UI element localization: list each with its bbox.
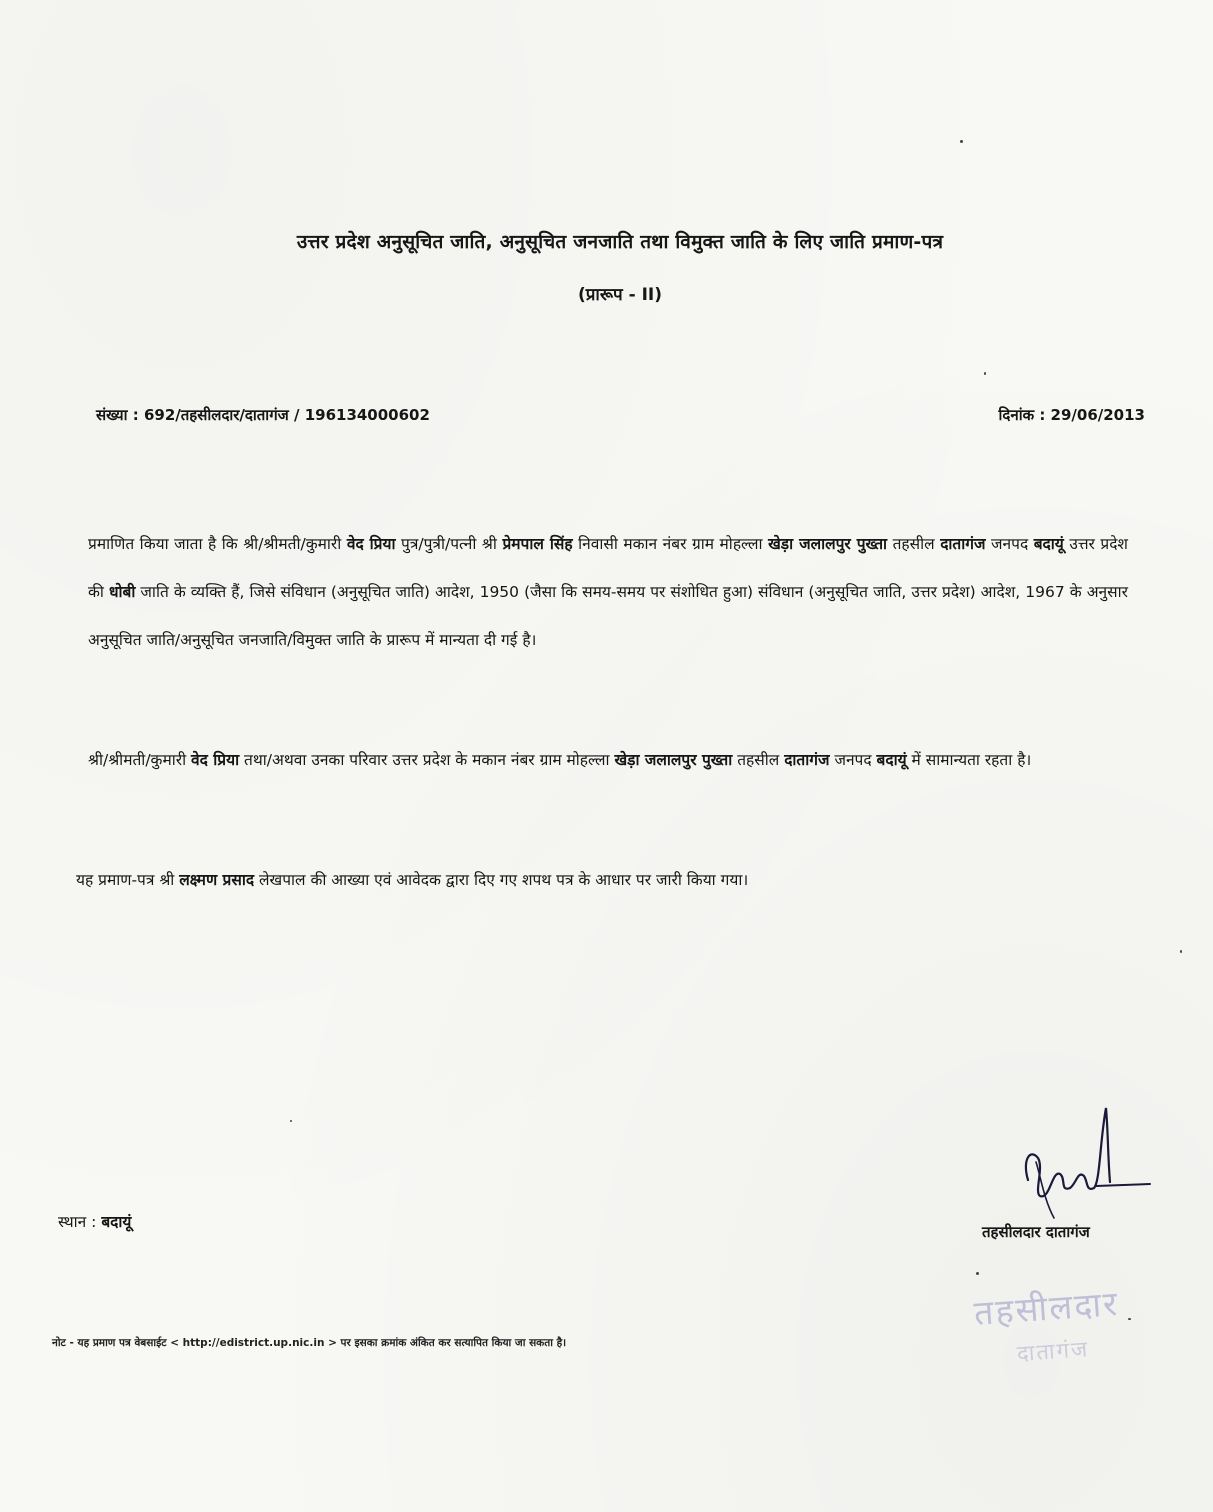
scan-speck	[1128, 1318, 1131, 1320]
text: श्री/श्रीमती/कुमारी	[88, 751, 192, 769]
father-name: प्रेमपाल सिंह	[502, 535, 573, 553]
certificate-form-number: (प्रारूप - II)	[577, 285, 663, 305]
certification-paragraph	[88, 520, 1128, 664]
village-name: खेड़ा जलालपुर पुख्ता	[768, 535, 888, 553]
verification-note: नोट - यह प्रमाण पत्र वेबसाईट < http://edistrict.up.nic.in > पर इसका क्रमांक अंकित कर सत्यापित किया जा सकता है।	[52, 1337, 567, 1349]
scan-speck	[984, 372, 986, 375]
officer-designation: तहसीलदार दातागंज	[982, 1223, 1090, 1241]
text: में सामान्यता रहता है।	[906, 751, 1032, 769]
text: तथा/अथवा उनका परिवार उत्तर प्रदेश के मकान नंबर ग्राम मोहल्ला	[239, 751, 615, 769]
text: तहसील	[887, 535, 941, 553]
place-value: बदायूं	[101, 1213, 132, 1231]
reference-number: संख्या : 692/तहसीलदार/दातागंज / 196134000602	[96, 406, 430, 424]
signature-image	[1000, 1100, 1170, 1220]
scan-speck	[960, 140, 963, 143]
scan-speck	[1180, 950, 1182, 953]
text: जनपद	[829, 751, 877, 769]
place-line	[58, 1210, 131, 1232]
text: निवासी मकान नंबर ग्राम मोहल्ला	[572, 535, 769, 553]
text: लेखपाल की आख्या एवं आवेदक द्वारा दिए गए शपथ पत्र के आधार पर जारी किया गया।	[254, 871, 749, 889]
caste-name: धोबी	[108, 583, 136, 601]
text: उत्तर प्रदेश की	[88, 535, 1128, 601]
text: तहसील	[732, 751, 785, 769]
district-name: बदायूं	[1033, 535, 1064, 553]
tehsil-name: दातागंज	[784, 751, 830, 769]
text: पुत्र/पुत्री/पत्नी श्री	[395, 535, 503, 553]
text: जनपद	[985, 535, 1034, 553]
district-name: बदायूं	[876, 751, 907, 769]
issuance-paragraph	[76, 856, 1116, 904]
residence-paragraph	[88, 736, 1128, 784]
village-name: खेड़ा जलालपुर पुख्ता	[614, 751, 733, 769]
certificate-title: उत्तर प्रदेश अनुसूचित जाति, अनुसूचित जनजाति तथा विमुक्त जाति के लिए जाति प्रमाण-पत्र	[296, 231, 944, 253]
place-label: स्थान :	[58, 1213, 102, 1231]
official-stamp	[972, 1275, 1179, 1399]
text: जाति के व्यक्ति हैं, जिसे संविधान (अनुसूचित जाति) आदेश, 1950 (जैसा कि समय-समय पर संशोधित हुआ) संविधान (अनुसूचित जाति, उत्तर प्रदेश) आदेश, 1967 के अनुसार अनुसूचित जाति/अनुसूचित जनजाति/विमुक्त जाति के प्रारूप में मान्यता दी गई है।	[88, 583, 1128, 649]
officer-name: लक्ष्मण प्रसाद	[179, 871, 255, 889]
applicant-name: वेद प्रिया	[346, 535, 396, 553]
scan-speck	[290, 1120, 292, 1122]
scan-speck	[976, 1272, 979, 1275]
text: यह प्रमाण-पत्र श्री	[76, 871, 180, 889]
tehsil-name: दातागंज	[940, 535, 986, 553]
stamp-text-line1: तहसीलदार	[972, 1283, 1121, 1334]
stamp-text-line2: दातागंज	[1016, 1337, 1091, 1368]
text: प्रमाणित किया जाता है कि श्री/श्रीमती/कुमारी	[88, 535, 347, 553]
issue-date: दिनांक : 29/06/2013	[998, 406, 1145, 424]
applicant-name: वेद प्रिया	[191, 751, 240, 769]
